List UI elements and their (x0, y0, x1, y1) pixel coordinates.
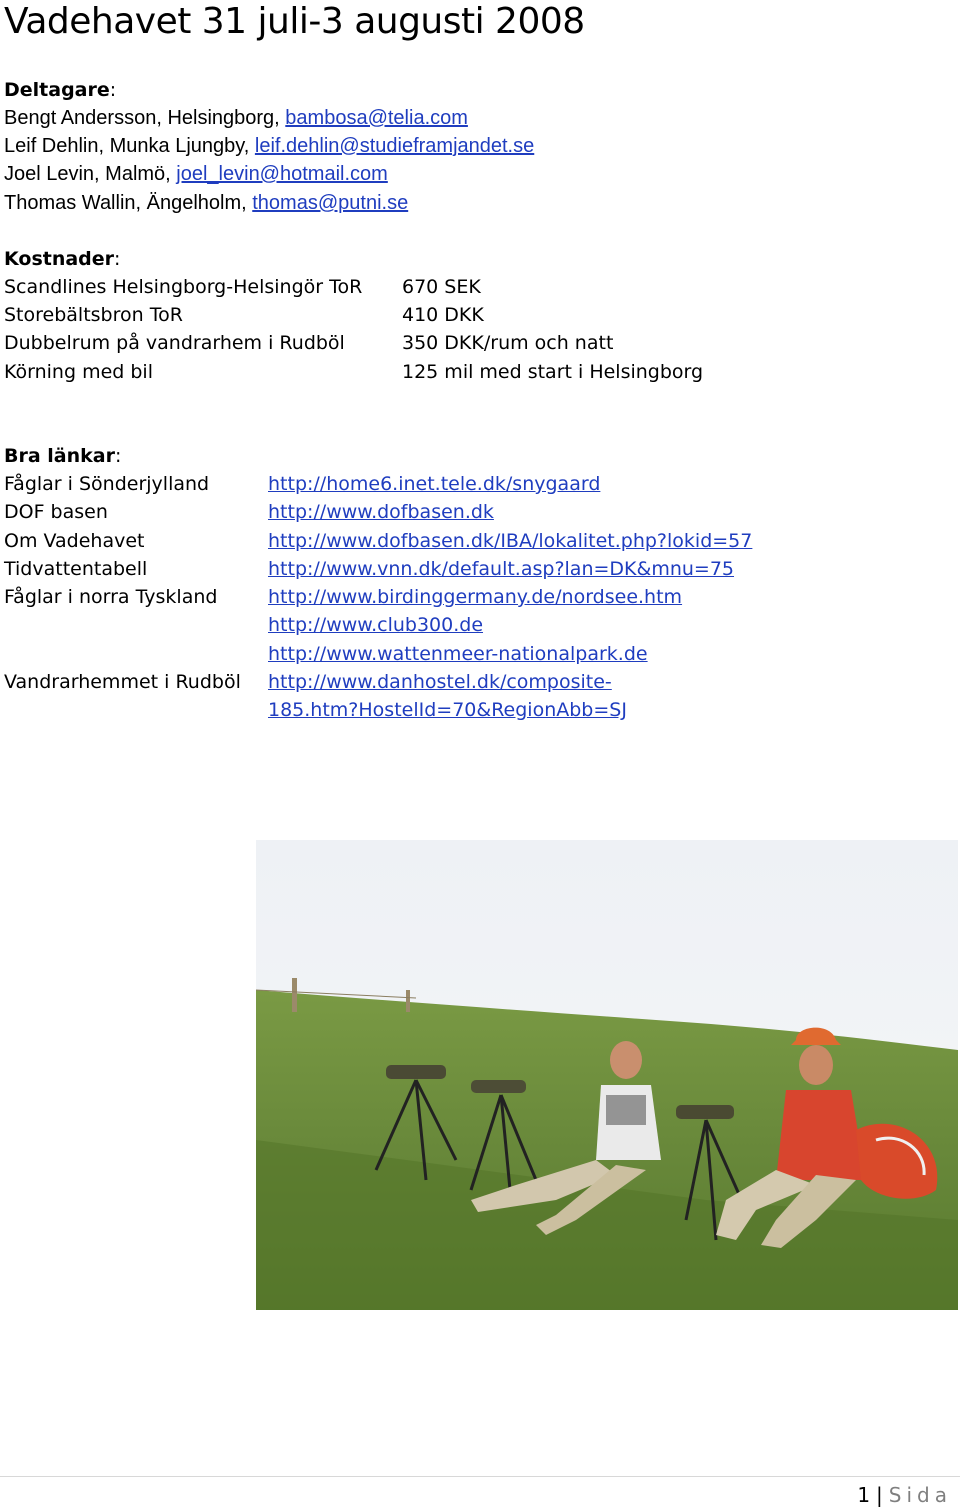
costs-heading-label: Kostnader (4, 248, 115, 270)
participant-row (4, 104, 468, 132)
photo-illustration (256, 840, 958, 1310)
participant-email-link[interactable]: leif.dehlin@studieframjandet.se (254, 135, 535, 157)
link-url[interactable]: http://www.dofbasen.dk/IBA/lokalitet.php?lokid=57 (268, 530, 753, 552)
cost-value: 350 DKK/rum och natt (402, 332, 614, 354)
participants-heading (4, 76, 116, 104)
link-url-row (268, 498, 494, 526)
costs-heading-colon: : (114, 248, 121, 270)
link-url-row (268, 470, 600, 498)
page-number: 1 (857, 1483, 871, 1507)
link-url-row (268, 527, 752, 555)
links-heading-label: Bra länkar (4, 445, 115, 467)
link-url[interactable]: http://www.danhostel.dk/composite- (268, 671, 612, 693)
scope-body (471, 1080, 526, 1093)
participant-row (4, 189, 408, 217)
participant-row (4, 160, 388, 188)
scope-body (676, 1105, 734, 1119)
link-label: Fåglar i Sönderjylland (4, 473, 210, 495)
link-url[interactable]: http://www.dofbasen.dk (268, 501, 494, 523)
costs-heading (4, 245, 120, 273)
participant-text: Thomas Wallin, Ängelholm, (4, 192, 253, 214)
participants-heading-label: Deltagare (4, 79, 110, 101)
link-url-row (268, 611, 483, 639)
link-url[interactable]: http://home6.inet.tele.dk/snygaard (268, 473, 601, 495)
link-url-row (268, 583, 682, 611)
page-footer (857, 1482, 952, 1508)
page-label: Sida (888, 1483, 952, 1507)
fence-post (406, 990, 410, 1012)
scope-body (386, 1065, 446, 1079)
participants-heading-colon: : (109, 79, 117, 101)
cost-value: 410 DKK (402, 304, 484, 326)
participant-email-link[interactable]: joel_levin@hotmail.com (176, 163, 388, 185)
link-url-row (268, 696, 627, 724)
link-url[interactable]: http://www.wattenmeer-nationalpark.de (268, 643, 648, 665)
cost-item: Körning med bil (4, 361, 153, 383)
link-label: Tidvattentabell (4, 558, 148, 580)
cost-item: Dubbelrum på vandrarhem i Rudböl (4, 332, 345, 354)
fence-post (292, 978, 297, 1012)
link-url[interactable]: http://www.birdinggermany.de/nordsee.htm (268, 586, 683, 608)
cost-item: Scandlines Helsingborg-Helsingör ToR (4, 276, 363, 298)
participant-row (4, 132, 534, 160)
link-url-row (268, 555, 734, 583)
link-label: Om Vadehavet (4, 530, 145, 552)
links-heading-colon: : (114, 445, 122, 467)
birdwatchers-photo (256, 840, 958, 1310)
links-heading (4, 442, 121, 470)
footer-divider (0, 1476, 960, 1477)
link-label: Fåglar i norra Tyskland (4, 586, 218, 608)
link-label: DOF basen (4, 501, 108, 523)
link-label: Vandrarhemmet i Rudböl (4, 671, 241, 693)
participant-text: Bengt Andersson, Helsingborg, (4, 107, 286, 129)
cost-value: 670 SEK (402, 276, 481, 298)
link-url[interactable]: http://www.vnn.dk/default.asp?lan=DK&mnu=75 (268, 558, 735, 580)
participant-email-link[interactable]: thomas@putni.se (252, 192, 409, 214)
participant-text: Joel Levin, Malmö, (4, 163, 177, 185)
footer-separator: | (876, 1483, 883, 1507)
cost-item: Storebältsbron ToR (4, 304, 183, 326)
link-url[interactable]: 185.htm?HostelId=70&RegionAbb=SJ (268, 699, 627, 721)
participant-email-link[interactable]: bambosa@telia.com (285, 107, 468, 129)
link-url-row (268, 668, 612, 696)
cost-value: 125 mil med start i Helsingborg (402, 361, 704, 383)
link-url-row (268, 640, 648, 668)
link-url[interactable]: http://www.club300.de (268, 614, 484, 636)
participant-text: Leif Dehlin, Munka Ljungby, (4, 135, 255, 157)
page-title: Vadehavet 31 juli-3 augusti 2008 (4, 1, 585, 42)
